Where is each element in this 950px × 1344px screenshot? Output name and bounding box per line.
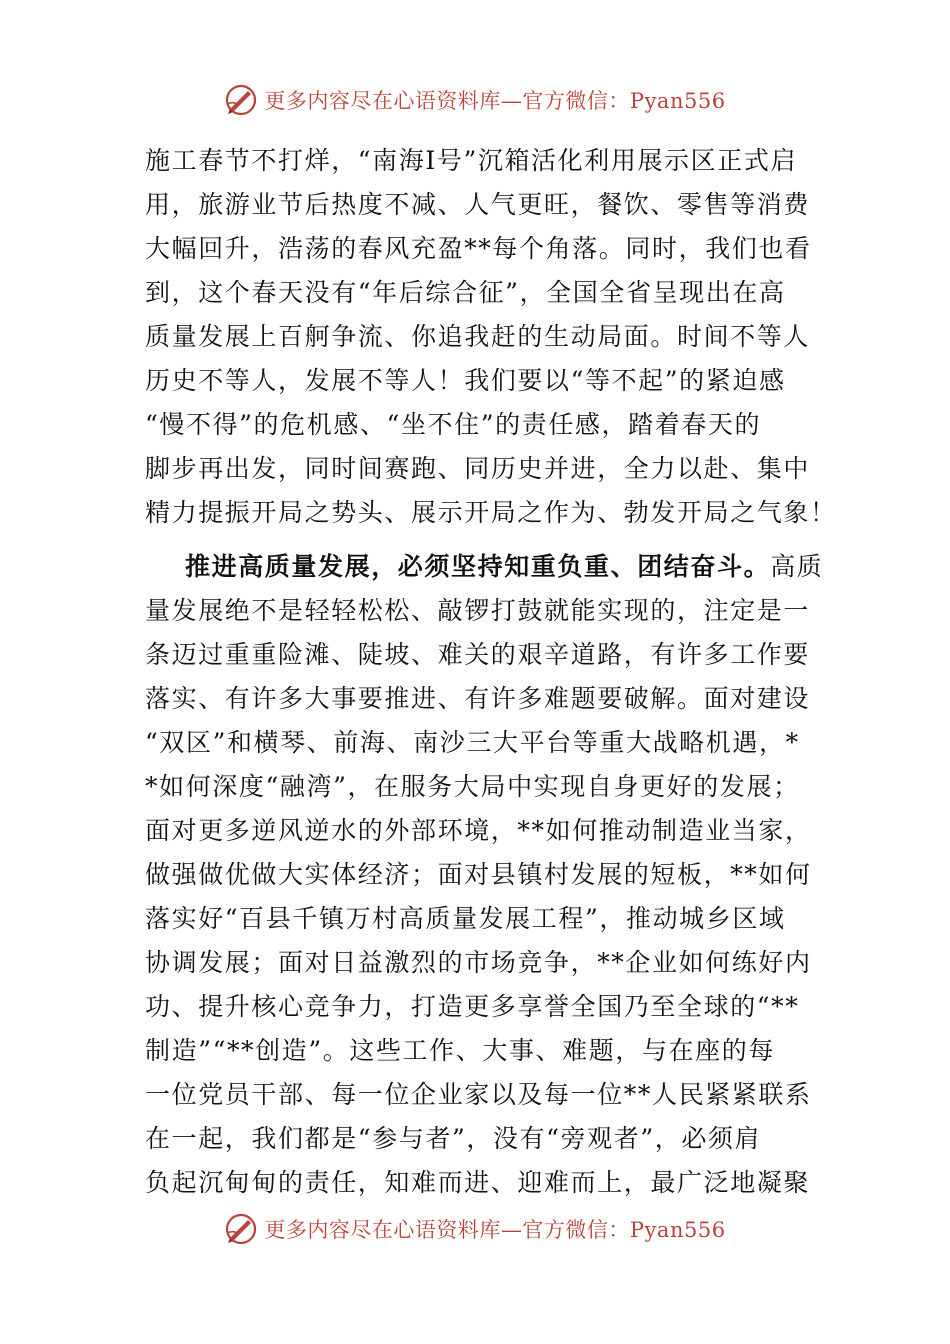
banner-text: 更多内容尽在心语资料库—官方微信：Pyan556 bbox=[264, 89, 726, 113]
text-line: 施工春节不打烊，“南海Ⅰ号”沉箱活化利用展示区正式启 bbox=[145, 146, 798, 175]
text-line: *如何深度“融湾”，在服务大局中实现自身更好的发展； bbox=[145, 772, 800, 801]
text-line: “双区”和横琴、前海、南沙三大平台等重大战略机遇，* bbox=[145, 728, 800, 757]
header-banner bbox=[0, 80, 950, 120]
text-line: 落实好“百县千镇万村高质量发展工程”，推动城乡区域 bbox=[145, 904, 786, 933]
footer-banner bbox=[0, 1209, 950, 1249]
text-line: 一位党员干部、每一位企业家以及每一位**人民紧紧联系 bbox=[145, 1080, 812, 1109]
text-line: 条迈过重重险滩、陡坡、难关的艰辛道路，有许多工作要 bbox=[145, 640, 811, 669]
paragraph-heading: 推进高质量发展，必须坚持知重负重、团结奋斗。 bbox=[185, 552, 771, 581]
text-line: 功、提升核心竞争力，打造更多享誉全国乃至全球的“** bbox=[145, 992, 800, 1021]
text-fragment: 高质 bbox=[770, 552, 824, 581]
text-line bbox=[145, 545, 824, 589]
text-line: 质量发展上百舸争流、你追我赶的生动局面。时间不等人 bbox=[145, 322, 811, 351]
text-line: 做强做优做大实体经济；面对县镇村发展的短板，**如何 bbox=[145, 860, 812, 889]
text-line: 落实、有许多大事要推进、有许多难题要破解。面对建设 bbox=[145, 684, 811, 713]
text-line: 在一起，我们都是“参与者”，没有“旁观者”，必须肩 bbox=[145, 1124, 762, 1153]
text-line: 用，旅游业节后热度不减、人气更旺，餐饮、零售等消费 bbox=[145, 190, 811, 219]
text-line: 协调发展；面对日益激烈的市场竞争，**企业如何练好内 bbox=[145, 948, 812, 977]
pen-circle-icon bbox=[224, 83, 258, 117]
text-line: 精力提振开局之势头、展示开局之作为、勃发开局之气象！ bbox=[145, 498, 837, 527]
text-line: 量发展绝不是轻轻松松、敲锣打鼓就能实现的，注定是一 bbox=[145, 596, 811, 625]
text-line: 到，这个春天没有“年后综合征”，全国全省呈现出在高 bbox=[145, 278, 786, 307]
document-body bbox=[145, 139, 837, 1205]
text-line: 大幅回升，浩荡的春风充盈**每个角落。同时，我们也看 bbox=[145, 234, 812, 263]
banner-text: 更多内容尽在心语资料库—官方微信：Pyan556 bbox=[264, 1218, 726, 1242]
paragraph-1 bbox=[145, 139, 837, 535]
text-line: 负起沉甸甸的责任，知难而进、迎难而上，最广泛地凝聚 bbox=[145, 1168, 811, 1197]
paragraph-2 bbox=[145, 545, 824, 1205]
pen-circle-icon bbox=[224, 1212, 258, 1246]
text-line: 脚步再出发，同时间赛跑、同历史并进，全力以赴、集中 bbox=[145, 454, 811, 483]
text-line: 历史不等人，发展不等人！我们要以“等不起”的紧迫感 bbox=[145, 366, 786, 395]
text-line: 面对更多逆风逆水的外部环境，**如何推动制造业当家， bbox=[145, 816, 812, 845]
text-line: “慢不得”的危机感、“坐不住”的责任感，踏着春天的 bbox=[145, 410, 762, 439]
text-line: 制造”“**创造”。这些工作、大事、难题，与在座的每 bbox=[145, 1036, 775, 1065]
